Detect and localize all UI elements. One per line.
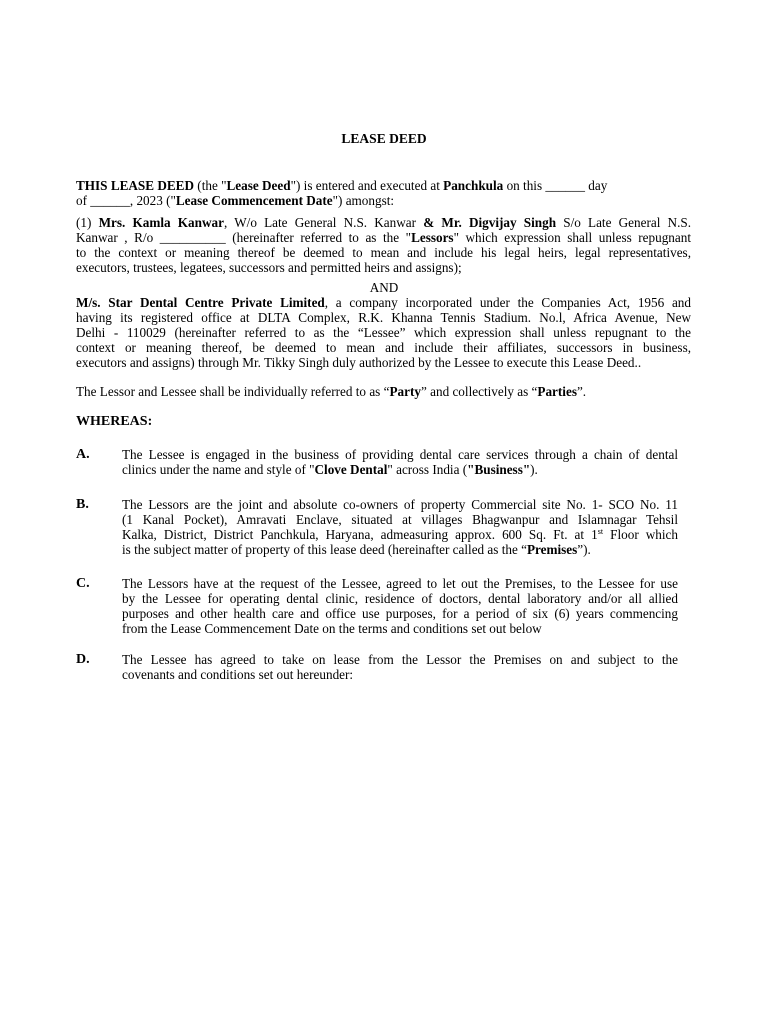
text: The Lessor and Lessee shall be individually referred to as “	[76, 384, 390, 399]
text: ") is entered and executed at	[290, 178, 444, 193]
recital-text	[122, 497, 678, 557]
lessors-line-2	[76, 230, 691, 245]
recital-line: purposes and other health care and office use purposes, for a period of six (6) years commencing	[122, 606, 678, 621]
text: Floor which	[603, 527, 678, 542]
recital-line: (1 Kanal Pocket), Amravati Enclave, situated at villages Bhagwanpur and Islamnagar Tehsil	[122, 512, 678, 527]
recital-line: The Lessors are the joint and absolute co-owners of property Commercial site No. 1- SCO No. 11	[122, 497, 678, 512]
intro-line-2	[76, 193, 691, 208]
recital-text	[122, 652, 678, 682]
lessee-name: M/s. Star Dental Centre Private Limited	[76, 295, 325, 310]
text: ") amongst:	[332, 193, 395, 208]
text: ” and collectively as “	[420, 384, 538, 399]
lessee-line-1	[76, 295, 691, 310]
text: ”).	[577, 542, 591, 557]
recital-text	[122, 447, 678, 477]
text: " across India (	[387, 462, 468, 477]
recital-line: The Lessee has agreed to take on lease from the Lessor the Premises on and subject to the	[122, 652, 678, 667]
lessee-line-2: having its registered office at DLTA Complex, R.K. Khanna Tennis Stadium. No.l, Africa Avenue, New	[76, 310, 691, 325]
and-separator: AND	[369, 280, 399, 295]
text: S/o Late General N.S.	[556, 215, 692, 230]
text: clinics under the name and style of "	[122, 462, 315, 477]
recital-line	[122, 542, 678, 557]
recital-line: The Lessors have at the request of the Lessee, agreed to let out the Premises, to the Lessee for use	[122, 576, 678, 591]
parties-term: Parties	[537, 384, 577, 399]
text: of ______, 2023 ("	[76, 193, 176, 208]
ordinal-suffix: st	[597, 527, 604, 536]
lease-deed-term: Lease Deed	[226, 178, 291, 193]
business-term: "Business"	[467, 462, 531, 477]
recital-letter: A.	[76, 447, 90, 462]
intro-line-1	[76, 178, 691, 193]
place-name: Panchkula	[443, 178, 504, 193]
recital-line: by the Lessee for operating dental clinic, residence of doctors, dental laboratory and/or all allied	[122, 591, 678, 606]
lessors-line-1	[76, 215, 691, 230]
recital-line	[122, 527, 678, 542]
text: on this ______ day	[503, 178, 608, 193]
lessee-paragraph	[76, 295, 691, 370]
lessor-name-1: Mrs. Kamla Kanwar	[98, 215, 224, 230]
commencement-term: Lease Commencement Date	[175, 193, 333, 208]
text: ”.	[576, 384, 587, 399]
party-term: Party	[389, 384, 421, 399]
text: is the subject matter of property of this lease deed (hereinafter called as the “	[122, 542, 527, 557]
text: ).	[530, 462, 538, 477]
recital-letter: C.	[76, 576, 90, 591]
text: , a company incorporated under the Companies Act, 1956 and	[324, 295, 691, 310]
recital-line	[122, 462, 678, 477]
brand-name: Clove Dental	[314, 462, 388, 477]
premises-term: Premises	[526, 542, 578, 557]
recital-line: covenants and conditions set out hereunder:	[122, 667, 354, 682]
lessors-paragraph	[76, 215, 691, 275]
intro-bold: THIS LEASE DEED	[76, 178, 194, 193]
lessor-name-2: & Mr. Digvijay Singh	[423, 215, 557, 230]
document-title: LEASE DEED	[341, 131, 427, 146]
text: (1)	[76, 215, 99, 230]
lessors-term: Lessors	[411, 230, 454, 245]
lessee-line-5: executors and assigns) through Mr. Tikky Singh duly authorized by the Lessee to execute this Lease Deed..	[76, 355, 642, 370]
text: " which expression shall unless repugnant	[453, 230, 691, 245]
lessors-line-3: to the context or meaning thereof be deemed to mean and include his legal heirs, legal representatives,	[76, 245, 691, 260]
text: Kalka, District, District Panchkula, Haryana, admeasuring approx. 600 Sq. Ft. at 1	[122, 527, 598, 542]
parties-paragraph	[76, 384, 691, 399]
text: , W/o Late General N.S. Kanwar	[223, 215, 424, 230]
lessee-line-3: Delhi - 110029 (hereinafter referred to as the “Lessee” which expression shall unless repugnant to the	[76, 325, 691, 340]
recital-text	[122, 576, 678, 636]
recital-letter: D.	[76, 652, 90, 667]
whereas-heading: WHEREAS:	[76, 414, 153, 429]
lessee-line-4: context or meaning thereof, be deemed to mean and include their affiliates, successors in business,	[76, 340, 691, 355]
recital-line: The Lessee is engaged in the business of providing dental care services through a chain of dental	[122, 447, 678, 462]
recital-line: from the Lease Commencement Date on the terms and conditions set out below	[122, 621, 542, 636]
intro-paragraph	[76, 178, 691, 208]
text: Kanwar , R/o __________ (hereinafter referred to as the "	[76, 230, 412, 245]
lessors-line-4: executors, trustees, legatees, successors and permitted heirs and assigns);	[76, 260, 462, 275]
text: (the "	[194, 178, 227, 193]
recital-letter: B.	[76, 497, 89, 512]
